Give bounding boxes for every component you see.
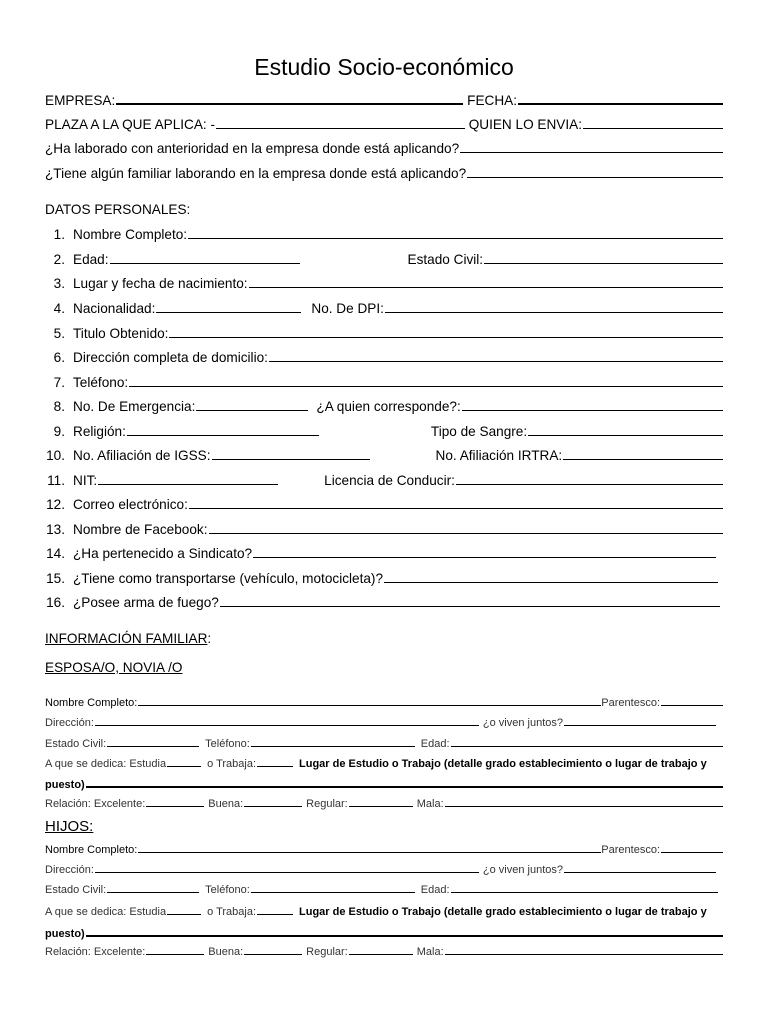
estado-civil-label: Estado Civil:: [45, 884, 107, 896]
empresa-label: EMPRESA:: [45, 93, 116, 108]
esposa-puesto-row: [45, 775, 723, 791]
esposa-edad-field[interactable]: [451, 735, 723, 747]
titulo-field[interactable]: [169, 326, 723, 338]
item-number: 5.: [53, 326, 65, 341]
list-item: [20, 399, 723, 414]
item-label: Edad:: [73, 252, 109, 267]
hijos-mala-field[interactable]: [445, 943, 723, 955]
esposa-direccion-row: [45, 714, 716, 729]
list-item: [20, 448, 723, 463]
item-label: Teléfono:: [73, 375, 129, 390]
buena-label: Buena:: [208, 946, 244, 958]
regular-label: Regular:: [306, 946, 348, 958]
list-item: [20, 571, 718, 586]
emergencia-field[interactable]: [196, 399, 308, 411]
item-number: 16.: [46, 595, 65, 610]
item-label: ¿Tiene como transportarse (vehículo, motocicleta)?: [73, 571, 384, 586]
plaza-field[interactable]: [216, 117, 465, 129]
familiar-row: [45, 166, 723, 181]
nombre-label: Nombre Completo:: [45, 844, 138, 856]
telefono-label: Teléfono:: [205, 738, 250, 750]
empresa-field[interactable]: [116, 92, 463, 105]
item-label: Religión:: [73, 424, 126, 439]
irtra-field[interactable]: [563, 448, 723, 460]
informacion-familiar-heading: [45, 631, 211, 646]
esposa-trabaja-field[interactable]: [257, 755, 293, 767]
informacion-familiar-colon: :: [207, 631, 212, 646]
esposa-estado-row: [45, 735, 723, 750]
telefono-label: Teléfono:: [205, 884, 250, 896]
list-item: [20, 350, 723, 365]
hijos-regular-field[interactable]: [349, 943, 413, 955]
edad-label: Edad:: [420, 738, 450, 750]
tipo-sangre-field[interactable]: [528, 424, 723, 436]
lugar-fecha-nacimiento-field[interactable]: [249, 276, 723, 288]
transporte-field[interactable]: [384, 571, 718, 583]
item-label: Licencia de Conducir:: [324, 473, 455, 488]
nacionalidad-field[interactable]: [156, 301, 301, 313]
hijos-direccion-field[interactable]: [95, 861, 479, 873]
item-number: 1.: [53, 227, 65, 242]
esposa-estudia-field[interactable]: [167, 755, 201, 767]
item-number: 6.: [53, 350, 65, 365]
estado-civil-field[interactable]: [484, 252, 723, 264]
plaza-row: [45, 117, 723, 132]
item-number: 2.: [53, 252, 65, 267]
trabaja-label: o Trabaja:: [207, 758, 257, 770]
hijos-viven-juntos-field[interactable]: [564, 861, 716, 873]
datos-personales-heading: DATOS PERSONALES:: [45, 202, 191, 217]
lugar-label: Lugar de Estudio o Trabajo (detalle grado establecimiento o lugar de trabajo y: [299, 906, 707, 918]
mala-label: Mala:: [416, 946, 444, 958]
item-label: Tipo de Sangre:: [430, 424, 528, 439]
parentesco-label: Parentesco:: [601, 697, 660, 709]
list-item: [20, 252, 723, 267]
informacion-familiar-title: INFORMACIÓN FAMILIAR: [45, 631, 208, 646]
mala-label: Mala:: [416, 798, 444, 810]
esposa-excelente-field[interactable]: [146, 795, 204, 807]
familiar-label: ¿Tiene algún familiar laborando en la empresa donde está aplicando?: [45, 166, 467, 181]
esposa-heading: ESPOSA/O, NOVIA /O: [45, 660, 183, 675]
item-number: 4.: [53, 301, 65, 316]
hijos-edad-field[interactable]: [451, 881, 718, 893]
esposa-regular-field[interactable]: [349, 795, 413, 807]
nit-field[interactable]: [98, 473, 278, 485]
hijos-buena-field[interactable]: [244, 943, 302, 955]
item-label: No. De DPI:: [311, 301, 384, 316]
item-label: No. Afiliación de IGSS:: [73, 448, 211, 463]
esposa-viven-juntos-field[interactable]: [564, 714, 716, 726]
parentesco-label: Parentesco:: [601, 844, 660, 856]
a-quien-corresponde-field[interactable]: [462, 399, 723, 411]
item-label: Estado Civil:: [407, 252, 484, 267]
buena-label: Buena:: [208, 798, 244, 810]
hijos-estado-civil-field[interactable]: [107, 881, 199, 893]
hijos-trabaja-field[interactable]: [257, 903, 293, 915]
correo-field[interactable]: [189, 497, 723, 509]
fecha-field[interactable]: [518, 92, 723, 105]
page-title: Estudio Socio-económico: [254, 54, 514, 80]
list-item: [20, 276, 723, 291]
plaza-label: PLAZA A LA QUE APLICA: -: [45, 117, 216, 132]
item-label: Lugar y fecha de nacimiento:: [73, 276, 248, 291]
hijos-direccion-row: [45, 861, 716, 876]
list-item: [20, 497, 723, 512]
quien-envia-label: QUIEN LO ENVIA:: [468, 117, 582, 132]
estado-civil-label: Estado Civil:: [45, 738, 107, 750]
esposa-nombre-row: [45, 694, 723, 709]
item-label: Correo electrónico:: [73, 497, 188, 512]
arma-fuego-field[interactable]: [220, 595, 720, 607]
item-label: Nacionalidad:: [73, 301, 156, 316]
dedica-label: A que se dedica: Estudia: [45, 758, 167, 770]
relacion-label: Relación: Excelente:: [45, 798, 146, 810]
edad-field[interactable]: [110, 252, 300, 264]
ha-laborado-label: ¿Ha laborado con anterioridad en la empresa donde está aplicando?: [45, 141, 460, 156]
hijos-estudia-field[interactable]: [167, 903, 201, 915]
item-label: Nombre de Facebook:: [73, 522, 208, 537]
item-label: ¿A quien corresponde?:: [316, 399, 461, 414]
list-item: [20, 473, 723, 488]
hijos-puesto-field[interactable]: [86, 924, 723, 937]
esposa-direccion-field[interactable]: [95, 714, 479, 726]
licencia-field[interactable]: [456, 473, 723, 485]
list-item: [20, 326, 723, 341]
lugar-label: Lugar de Estudio o Trabajo (detalle grado establecimiento o lugar de trabajo y: [299, 758, 707, 770]
item-number: 10.: [46, 448, 65, 463]
item-number: 3.: [53, 276, 65, 291]
esposa-estado-civil-field[interactable]: [107, 735, 199, 747]
sindicato-field[interactable]: [253, 546, 716, 558]
fecha-label: FECHA:: [467, 93, 517, 108]
item-label: Dirección completa de domicilio:: [73, 350, 268, 365]
igss-field[interactable]: [212, 448, 370, 460]
puesto-label: puesto): [45, 779, 85, 791]
item-label: No. Afiliación IRTRA:: [435, 448, 563, 463]
esposa-parentesco-field[interactable]: [661, 694, 723, 706]
esposa-telefono-field[interactable]: [251, 735, 415, 747]
list-item: [20, 301, 723, 316]
dedica-label: A que se dedica: Estudia: [45, 906, 167, 918]
list-item: [20, 424, 723, 439]
viven-juntos-label: ¿o viven juntos?: [482, 717, 563, 729]
list-item: [20, 375, 723, 390]
direccion-label: Dirección:: [45, 864, 94, 876]
hijos-relacion-row: [45, 943, 723, 958]
empresa-row: [45, 92, 723, 108]
dpi-field[interactable]: [385, 301, 723, 313]
hijos-parentesco-field[interactable]: [661, 841, 723, 853]
telefono-field[interactable]: [129, 375, 723, 387]
hijos-nombre-field[interactable]: [138, 841, 601, 853]
item-number: 9.: [53, 424, 65, 439]
esposa-mala-field[interactable]: [445, 795, 723, 807]
hijos-telefono-field[interactable]: [251, 881, 415, 893]
direccion-label: Dirección:: [45, 717, 94, 729]
puesto-label: puesto): [45, 928, 85, 940]
hijos-estado-row: [45, 881, 718, 896]
familiar-field[interactable]: [467, 166, 723, 178]
item-number: 13.: [46, 522, 65, 537]
list-item: [20, 522, 723, 537]
item-label: Nombre Completo:: [73, 227, 188, 242]
hijos-heading: HIJOS:: [45, 818, 94, 835]
item-number: 12.: [46, 497, 65, 512]
hijos-nombre-row: [45, 841, 723, 856]
relacion-label: Relación: Excelente:: [45, 946, 146, 958]
item-number: 7.: [53, 375, 65, 390]
trabaja-label: o Trabaja:: [207, 906, 257, 918]
esposa-relacion-row: [45, 795, 723, 810]
item-number: 8.: [53, 399, 65, 414]
esposa-buena-field[interactable]: [244, 795, 302, 807]
hijos-dedica-row: [45, 903, 723, 918]
esposa-puesto-field[interactable]: [86, 775, 723, 788]
ha-laborado-row: [45, 141, 723, 156]
regular-label: Regular:: [306, 798, 348, 810]
direccion-domicilio-field[interactable]: [269, 350, 723, 362]
viven-juntos-label: ¿o viven juntos?: [482, 864, 563, 876]
ha-laborado-field[interactable]: [460, 141, 723, 153]
esposa-dedica-row: [45, 755, 723, 770]
item-number: 11.: [47, 473, 65, 488]
list-item: [20, 595, 720, 610]
facebook-field[interactable]: [209, 522, 724, 534]
nombre-completo-field[interactable]: [188, 227, 723, 239]
religion-field[interactable]: [127, 424, 319, 436]
item-label: NIT:: [73, 473, 98, 488]
esposa-nombre-field[interactable]: [138, 694, 601, 706]
hijos-puesto-row: [45, 924, 723, 940]
hijos-excelente-field[interactable]: [146, 943, 204, 955]
item-label: ¿Posee arma de fuego?: [73, 595, 219, 610]
edad-label: Edad:: [420, 884, 450, 896]
list-item: [20, 546, 716, 561]
list-item: [20, 227, 723, 242]
item-label: ¿Ha pertenecido a Sindicato?: [73, 546, 253, 561]
item-number: 14.: [46, 546, 65, 561]
item-label: Titulo Obtenido:: [73, 326, 169, 341]
item-number: 15.: [46, 571, 65, 586]
quien-envia-field[interactable]: [583, 117, 723, 129]
item-label: No. De Emergencia:: [73, 399, 196, 414]
nombre-label: Nombre Completo:: [45, 697, 138, 709]
